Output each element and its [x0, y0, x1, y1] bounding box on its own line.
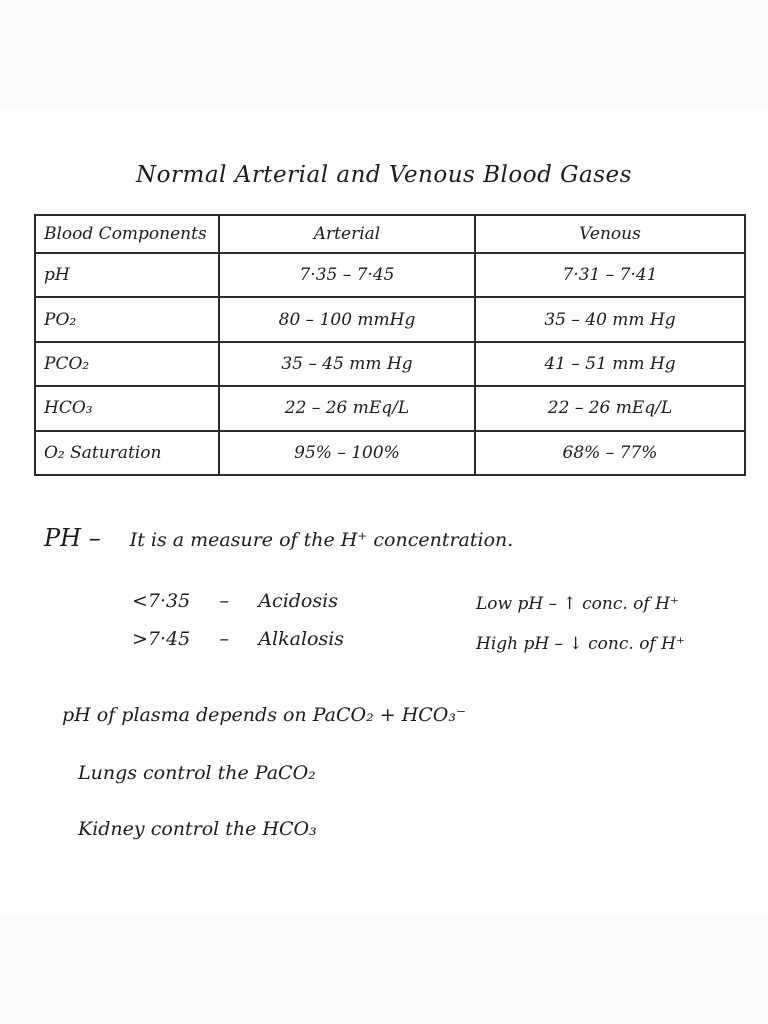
plasma-ph-line: pH of plasma depends on PaCO₂ + HCO₃⁻: [62, 704, 467, 726]
table-row-ph: [35, 253, 745, 297]
alkalosis-term: Alkalosis: [258, 628, 345, 650]
cell-venous: 35 – 40 mm Hg: [475, 297, 745, 341]
acidosis-dash: –: [219, 590, 230, 612]
cell-arterial: 95% – 100%: [219, 431, 475, 475]
ph-label: PH –: [44, 524, 101, 552]
acidosis-note: [132, 590, 338, 612]
cell-arterial: 35 – 45 mm Hg: [219, 342, 475, 386]
alkalosis-threshold: >7·45: [132, 628, 191, 650]
acidosis-term: Acidosis: [258, 590, 338, 612]
lungs-line: Lungs control the PaCO₂: [78, 762, 316, 784]
cell-component: PCO₂: [35, 342, 219, 386]
cell-venous: 68% – 77%: [475, 431, 745, 475]
cell-component: HCO₃: [35, 386, 219, 430]
cell-venous: 22 – 26 mEq/L: [475, 386, 745, 430]
cell-arterial: 7·35 – 7·45: [219, 253, 475, 297]
cell-component: pH: [35, 253, 219, 297]
low-ph-note: Low pH – ↑ conc. of H⁺: [476, 594, 679, 614]
cell-arterial: 22 – 26 mEq/L: [219, 386, 475, 430]
table-row-o2-saturation: [35, 431, 745, 475]
cell-component: PO₂: [35, 297, 219, 341]
header-venous: Venous: [475, 215, 745, 253]
ph-definition: [44, 524, 513, 552]
alkalosis-note: [132, 628, 344, 650]
table-row-hco3: [35, 386, 745, 430]
header-components: Blood Components: [35, 215, 219, 253]
acidosis-threshold: <7·35: [132, 590, 191, 612]
alkalosis-dash: –: [219, 628, 230, 650]
page-title: Normal Arterial and Venous Blood Gases: [136, 162, 632, 188]
table-header-row: [35, 215, 745, 253]
cell-venous: 7·31 – 7·41: [475, 253, 745, 297]
blood-gas-table: [34, 214, 746, 476]
table-row-pco2: [35, 342, 745, 386]
kidney-line: Kidney control the HCO₃: [78, 818, 317, 840]
cell-component: O₂ Saturation: [35, 431, 219, 475]
cell-arterial: 80 – 100 mmHg: [219, 297, 475, 341]
header-arterial: Arterial: [219, 215, 475, 253]
table-row-po2: [35, 297, 745, 341]
high-ph-note: High pH – ↓ conc. of H⁺: [476, 634, 685, 654]
ph-definition-text: It is a measure of the H⁺ concentration.: [129, 529, 514, 551]
cell-venous: 41 – 51 mm Hg: [475, 342, 745, 386]
